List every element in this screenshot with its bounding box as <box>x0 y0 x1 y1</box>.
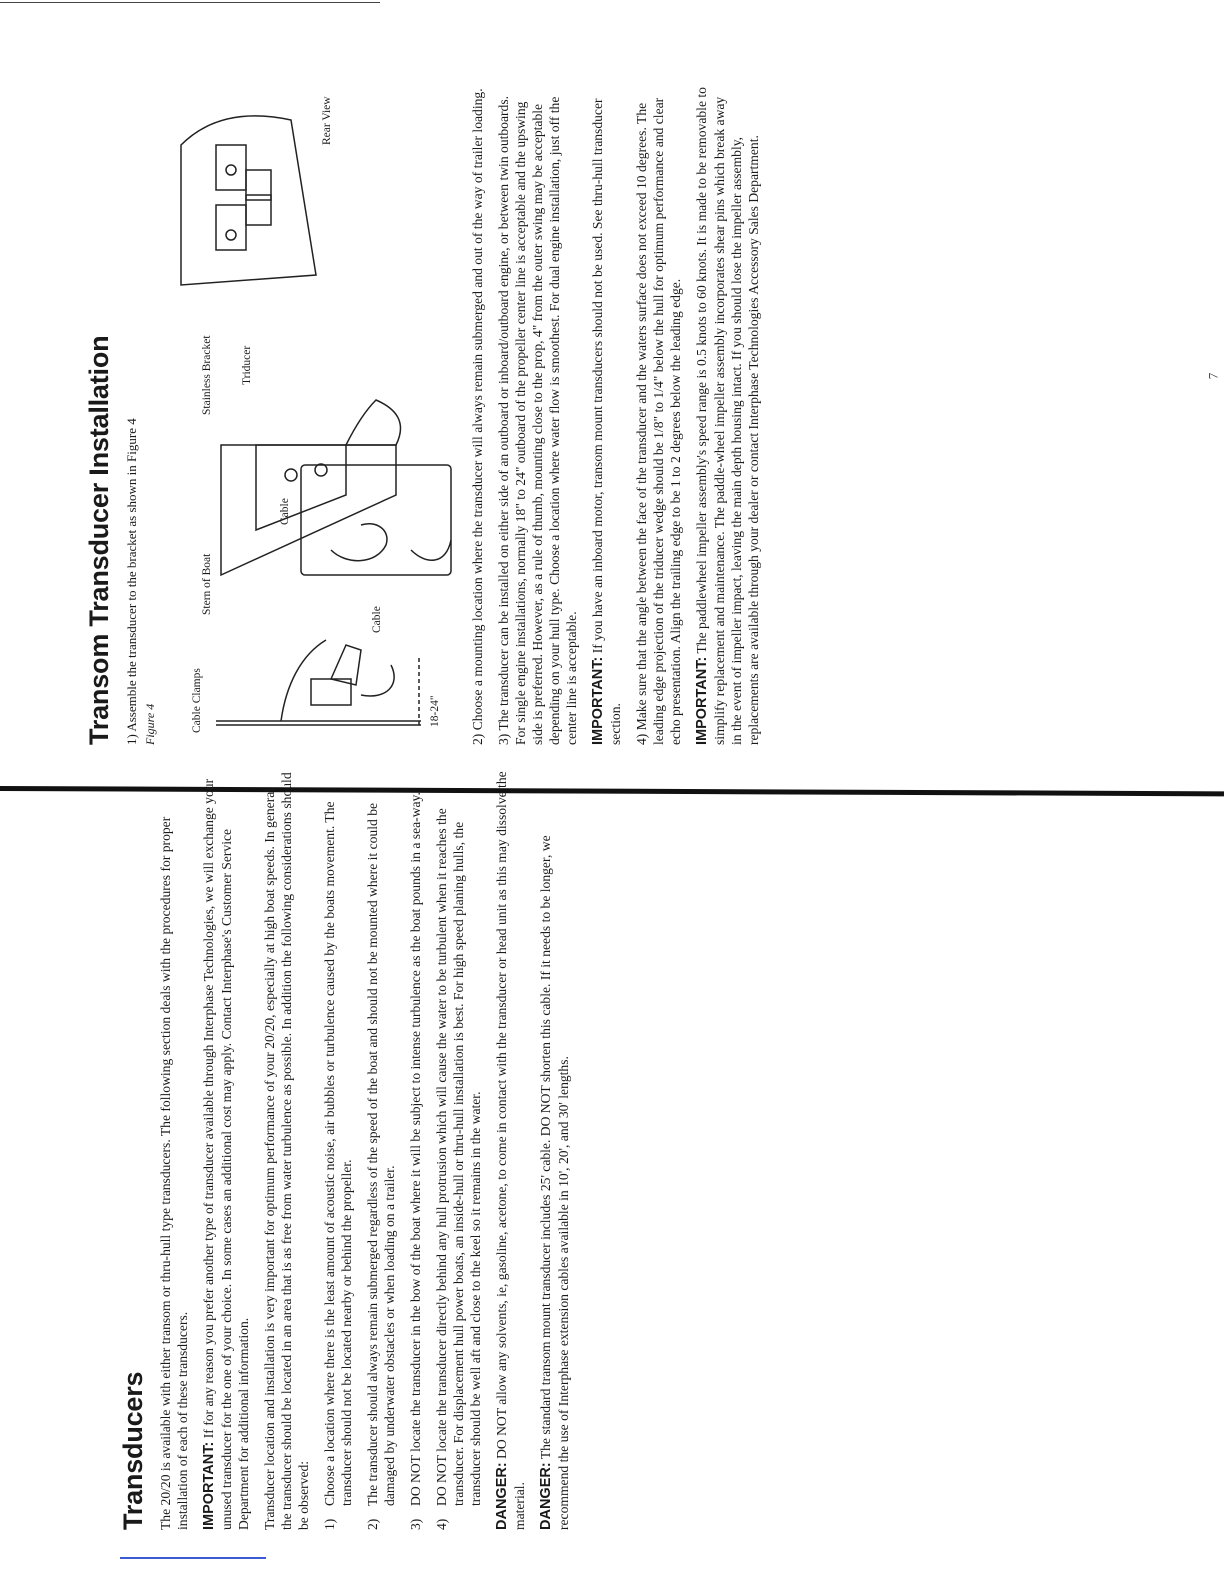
label-cable-clamps: Cable Clamps <box>191 668 203 733</box>
list-number: 1) <box>322 1518 337 1530</box>
important-note <box>200 770 252 1530</box>
bottom-rule <box>120 1557 266 1559</box>
list-text: The transducer should always remain submerged regardless of the speed of the boat and should not be mounted where it could be damaged by underwater obstacles or when loading on a trailer. <box>365 802 397 1506</box>
list-number: 4) <box>434 1518 449 1530</box>
label-cable-mid: Cable <box>279 498 291 525</box>
important-note <box>589 85 624 745</box>
danger-label: DANGER: <box>494 1462 510 1530</box>
list-text: DO NOT locate the transducer directly behind any hull protrusion which will cause the water to be turbulent when it reaches the transducer. For displacement hull power boats, an inside-hull or thru-hull installation is best. For high speed planing hulls, the transducer should be well aft and close to the keel so it remains in the water. <box>434 808 483 1506</box>
list-item <box>407 770 424 1530</box>
top-rule <box>0 2 380 3</box>
list-number: 2) <box>365 1518 380 1530</box>
step-4: 4) Make sure that the angle between the face of the transducer and the waters surface does not exceed 10 degrees. The leading edge projection of the triducer wedge should be 1/8" to 1/4" below the hull for optimum performance and clear echo presentation. Align the trailing edge to be 1 to 2 degrees below the leading edge. <box>634 97 683 745</box>
transducers-page <box>118 770 581 1530</box>
label-distance: 18-24" <box>429 695 441 727</box>
danger-note <box>493 770 528 1530</box>
step-1: 1) Assemble the transducer to the bracket as shown in Figure 4 <box>124 418 139 745</box>
page-number: 7 <box>1205 372 1221 380</box>
list-number: 3) <box>408 1518 423 1530</box>
triducer-body <box>346 400 401 445</box>
list-item <box>433 770 484 1530</box>
important-label: IMPORTANT: <box>590 656 606 745</box>
important-text: If you have an inboard motor, transom mount transducers should not be used. See thru-hull transducer section. <box>590 98 623 745</box>
list-item <box>321 770 355 1530</box>
location-paragraph: Transducer location and installation is very important for optimum performance of your 20/20, especially at high boat speeds. In general the transducer should be located in an area that is as free from water turbulence as possible. In addition the following considerations should be observed: <box>262 772 311 1530</box>
important-text: If for any reason you prefer another type of transducer available through Interphase Technologies, we will exchange your unused transducer for the one of your choice. In some cases an additional cost may apply. Contact Interphase's Customer Service Department for additional information. <box>201 778 251 1530</box>
intro-paragraph: The 20/20 is available with either transom or thru-hull type transducers. The following section deals with the procedures for proper installation of each of these transducers. <box>158 816 190 1530</box>
page-title: Transducers <box>118 1371 148 1530</box>
danger-label: DANGER: <box>538 1462 554 1530</box>
label-stainless-bracket: Stainless Bracket <box>201 335 213 415</box>
figure-4 <box>161 85 461 745</box>
step-2: 2) Choose a mounting location where the transducer will always remain submerged and out of the way of trailer loading. <box>470 88 485 745</box>
rear-bracket-right <box>216 145 246 190</box>
label-cable-left: Cable <box>371 606 383 633</box>
label-triducer: Triducer <box>241 345 253 385</box>
figure-caption: Figure 4 <box>143 703 157 745</box>
important-text: The paddlewheel impeller assembly's speed range is 0.5 knots to 60 knots. It is made to be removable to simplify replacement and maintenance. The paddle-wheel impeller assembly incorporates shear pins which break away in the event of impeller impact, leaving the main depth housing intact. If you should lose the impeller assembly, replacements are available through your dealer or contact Interphase Technologies Accessory Sales Department. <box>694 87 761 745</box>
danger-text: The standard transom mount transducer includes 25' cable. DO NOT shorten this cable. If it needs to be longer, we recommend the use of Interphase extension cables available in 10', 20', and 30' lengths. <box>538 835 571 1530</box>
list-text: DO NOT locate the transducer in the bow of the boat where it will be subject to intense turbulence as the boat pounds in a sea-way. <box>408 792 423 1506</box>
important-note <box>693 85 762 745</box>
list-text: Choose a location where there is the least amount of acoustic noise, air bubbles or turbulence caused by the boats movement. The transducer should not be located nearby or behind the propeller. <box>322 801 354 1506</box>
page-title: Transom Transducer Installation <box>84 335 114 745</box>
list-item <box>364 770 398 1530</box>
step-3: 3) The transducer can be installed on either side of an outboard or inboard/outboard engine, or between twin outboards. For single engine installations, normally 18" to 24" outboard of the propeller center line is acceptable and the upswing side is preferred. However, as a rule of thumb, mounting close to the prop, 4" from the outer swing may be acceptable depending on your hull type. Choose a location where water flow is smoothest. For dual engine installation, just off the center line is acceptable. <box>496 95 579 745</box>
rear-bracket-left <box>216 205 246 250</box>
label-stern-of-boat: Stern of Boat <box>201 553 213 615</box>
label-rear-view: Rear View <box>321 96 333 145</box>
cable-path <box>281 640 326 721</box>
important-label: IMPORTANT: <box>694 656 710 745</box>
danger-note <box>537 770 572 1530</box>
transom-installation-page <box>84 85 771 745</box>
important-label: IMPORTANT: <box>201 1441 217 1530</box>
transducer-diagram <box>161 85 461 745</box>
danger-text: DO NOT allow any solvents, ie, gasoline, acetone, to come in contact with the transducer or head unit as this may dissolve the material. <box>494 771 527 1530</box>
